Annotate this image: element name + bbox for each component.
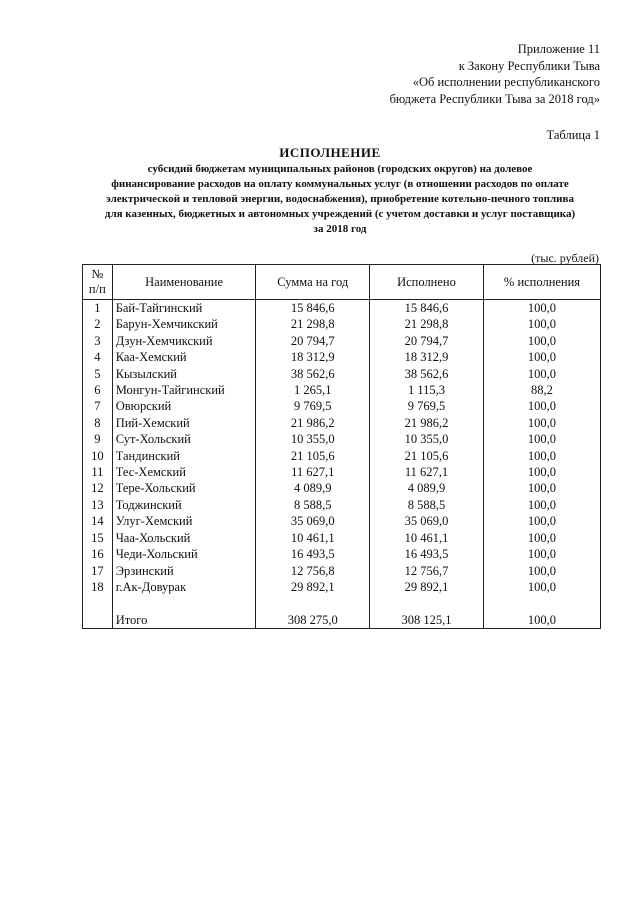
cell-name: Сут-Хольский (112, 431, 256, 447)
cell-percent: 88,2 (483, 382, 600, 398)
subtitle-line: для казенных, бюджетных и автономных учреждений (с учетом доставки и услуг поставщика) (104, 208, 576, 220)
cell-percent: 100,0 (483, 448, 600, 464)
cell-number: 3 (83, 333, 113, 349)
cell-number: 12 (83, 480, 113, 496)
cell-number: 7 (83, 398, 113, 414)
cell-number: 4 (83, 349, 113, 365)
cell-percent: 100,0 (483, 530, 600, 546)
table-row (83, 300, 601, 317)
cell-percent: 100,0 (483, 333, 600, 349)
cell-done: 1 115,3 (370, 382, 484, 398)
total-percent: 100,0 (483, 612, 600, 629)
cell-percent: 100,0 (483, 398, 600, 414)
table-row (83, 497, 601, 513)
cell-done: 21 105,6 (370, 448, 484, 464)
cell-done: 38 562,6 (370, 366, 484, 382)
cell-number: 15 (83, 530, 113, 546)
table-row (83, 546, 601, 562)
table-row (83, 563, 601, 579)
table-row (83, 366, 601, 382)
cell-done: 4 089,9 (370, 480, 484, 496)
table-row (83, 579, 601, 595)
cell-percent: 100,0 (483, 579, 600, 595)
cell-percent: 100,0 (483, 300, 600, 317)
cell-name: Овюрский (112, 398, 256, 414)
subtitle-line: за 2018 год (313, 223, 367, 235)
cell-done: 20 794,7 (370, 333, 484, 349)
appendix-line: бюджета Республики Тыва за 2018 год» (389, 91, 600, 106)
column-header-number (83, 265, 113, 300)
cell-number: 8 (83, 415, 113, 431)
table-header-row (83, 265, 601, 300)
subtitle-line: финансирование расходов на оплату коммунальных услуг (в отношении расходов по оплате (111, 178, 569, 190)
cell-done: 18 312,9 (370, 349, 484, 365)
cell-percent: 100,0 (483, 464, 600, 480)
total-label: Итого (112, 612, 256, 629)
table-row (83, 530, 601, 546)
cell-name: Дзун-Хемчикский (112, 333, 256, 349)
cell-number: 16 (83, 546, 113, 562)
cell-sum: 9 769,5 (256, 398, 370, 414)
table-row (83, 513, 601, 529)
subtitle-line: субсидий бюджетам муниципальных районов (городских округов) на долевое (147, 163, 533, 175)
appendix-line: к Закону Республики Тыва (458, 58, 600, 73)
cell-number: 14 (83, 513, 113, 529)
cell-sum: 21 105,6 (256, 448, 370, 464)
appendix-line: Приложение 11 (517, 42, 600, 56)
cell-done: 12 756,7 (370, 563, 484, 579)
cell-name: Бай-Тайгинский (112, 300, 256, 317)
cell-done: 10 461,1 (370, 530, 484, 546)
cell-percent: 100,0 (483, 349, 600, 365)
cell-done: 15 846,6 (370, 300, 484, 317)
cell-name: Монгун-Тайгинский (112, 382, 256, 398)
table-number: Таблица 1 (546, 128, 600, 142)
table-total-row (83, 612, 601, 629)
cell-percent: 100,0 (483, 415, 600, 431)
cell-sum: 20 794,7 (256, 333, 370, 349)
cell-number: 6 (83, 382, 113, 398)
table-row (83, 415, 601, 431)
cell-percent: 100,0 (483, 316, 600, 332)
cell-name: Чеди-Хольский (112, 546, 256, 562)
units-label: (тыс. рублей) (531, 251, 599, 265)
cell-sum: 18 312,9 (256, 349, 370, 365)
total-done: 308 125,1 (370, 612, 484, 629)
column-header-number-line1: № (91, 267, 104, 281)
table-row (83, 431, 601, 447)
cell-name: Пий-Хемский (112, 415, 256, 431)
cell-percent: 100,0 (483, 431, 600, 447)
cell-number: 11 (83, 464, 113, 480)
column-header-number-line2: п/п (88, 282, 106, 296)
cell-sum: 12 756,8 (256, 563, 370, 579)
cell-sum: 35 069,0 (256, 513, 370, 529)
document-subtitle (75, 162, 605, 237)
column-header-percent: % исполнения (483, 265, 600, 300)
cell-done: 11 627,1 (370, 464, 484, 480)
cell-sum: 11 627,1 (256, 464, 370, 480)
table-row (83, 398, 601, 414)
cell-done: 16 493,5 (370, 546, 484, 562)
cell-sum: 21 298,8 (256, 316, 370, 332)
cell-sum: 21 986,2 (256, 415, 370, 431)
cell-sum: 38 562,6 (256, 366, 370, 382)
cell-name: г.Ак-Довурак (112, 579, 256, 595)
cell-done: 21 986,2 (370, 415, 484, 431)
cell-percent: 100,0 (483, 480, 600, 496)
table-row (83, 316, 601, 332)
cell-number: 17 (83, 563, 113, 579)
table-row (83, 448, 601, 464)
document-title: ИСПОЛНЕНИЕ (279, 145, 381, 160)
cell-name: Барун-Хемчикский (112, 316, 256, 332)
cell-number: 13 (83, 497, 113, 513)
table-spacer-row (83, 595, 601, 611)
cell-percent: 100,0 (483, 546, 600, 562)
cell-sum: 10 355,0 (256, 431, 370, 447)
cell-percent: 100,0 (483, 497, 600, 513)
cell-number: 1 (83, 300, 113, 317)
cell-percent: 100,0 (483, 513, 600, 529)
cell-name: Эрзинский (112, 563, 256, 579)
cell-done: 9 769,5 (370, 398, 484, 414)
table-row (83, 382, 601, 398)
cell-number: 18 (83, 579, 113, 595)
cell-sum: 4 089,9 (256, 480, 370, 496)
cell-done: 21 298,8 (370, 316, 484, 332)
cell-number: 2 (83, 316, 113, 332)
appendix-header (390, 41, 600, 107)
cell-sum: 15 846,6 (256, 300, 370, 317)
cell-done: 10 355,0 (370, 431, 484, 447)
cell-name: Тоджинский (112, 497, 256, 513)
cell-sum: 29 892,1 (256, 579, 370, 595)
cell-percent: 100,0 (483, 563, 600, 579)
cell-name: Чаа-Хольский (112, 530, 256, 546)
cell-sum: 10 461,1 (256, 530, 370, 546)
cell-name: Каа-Хемский (112, 349, 256, 365)
cell-number: 10 (83, 448, 113, 464)
column-header-sum: Сумма на год (256, 265, 370, 300)
cell-name: Кызылский (112, 366, 256, 382)
cell-name: Тес-Хемский (112, 464, 256, 480)
appendix-line: «Об исполнении республиканского (412, 75, 600, 89)
table-row (83, 333, 601, 349)
cell-sum: 8 588,5 (256, 497, 370, 513)
cell-sum: 16 493,5 (256, 546, 370, 562)
cell-done: 8 588,5 (370, 497, 484, 513)
column-header-done: Исполнено (370, 265, 484, 300)
cell-done: 29 892,1 (370, 579, 484, 595)
cell-number: 9 (83, 431, 113, 447)
cell-sum: 1 265,1 (256, 382, 370, 398)
table-row (83, 349, 601, 365)
cell-percent: 100,0 (483, 366, 600, 382)
execution-table (82, 264, 601, 629)
cell-number: 5 (83, 366, 113, 382)
table-row (83, 464, 601, 480)
cell-name: Улуг-Хемский (112, 513, 256, 529)
subtitle-line: электрической и тепловой энергии, водоснабжения), приобретение котельно-печного топлива (106, 193, 574, 205)
cell-name: Тере-Хольский (112, 480, 256, 496)
column-header-name: Наименование (112, 265, 256, 300)
cell-name: Тандинский (112, 448, 256, 464)
cell-done: 35 069,0 (370, 513, 484, 529)
table-row (83, 480, 601, 496)
total-sum: 308 275,0 (256, 612, 370, 629)
